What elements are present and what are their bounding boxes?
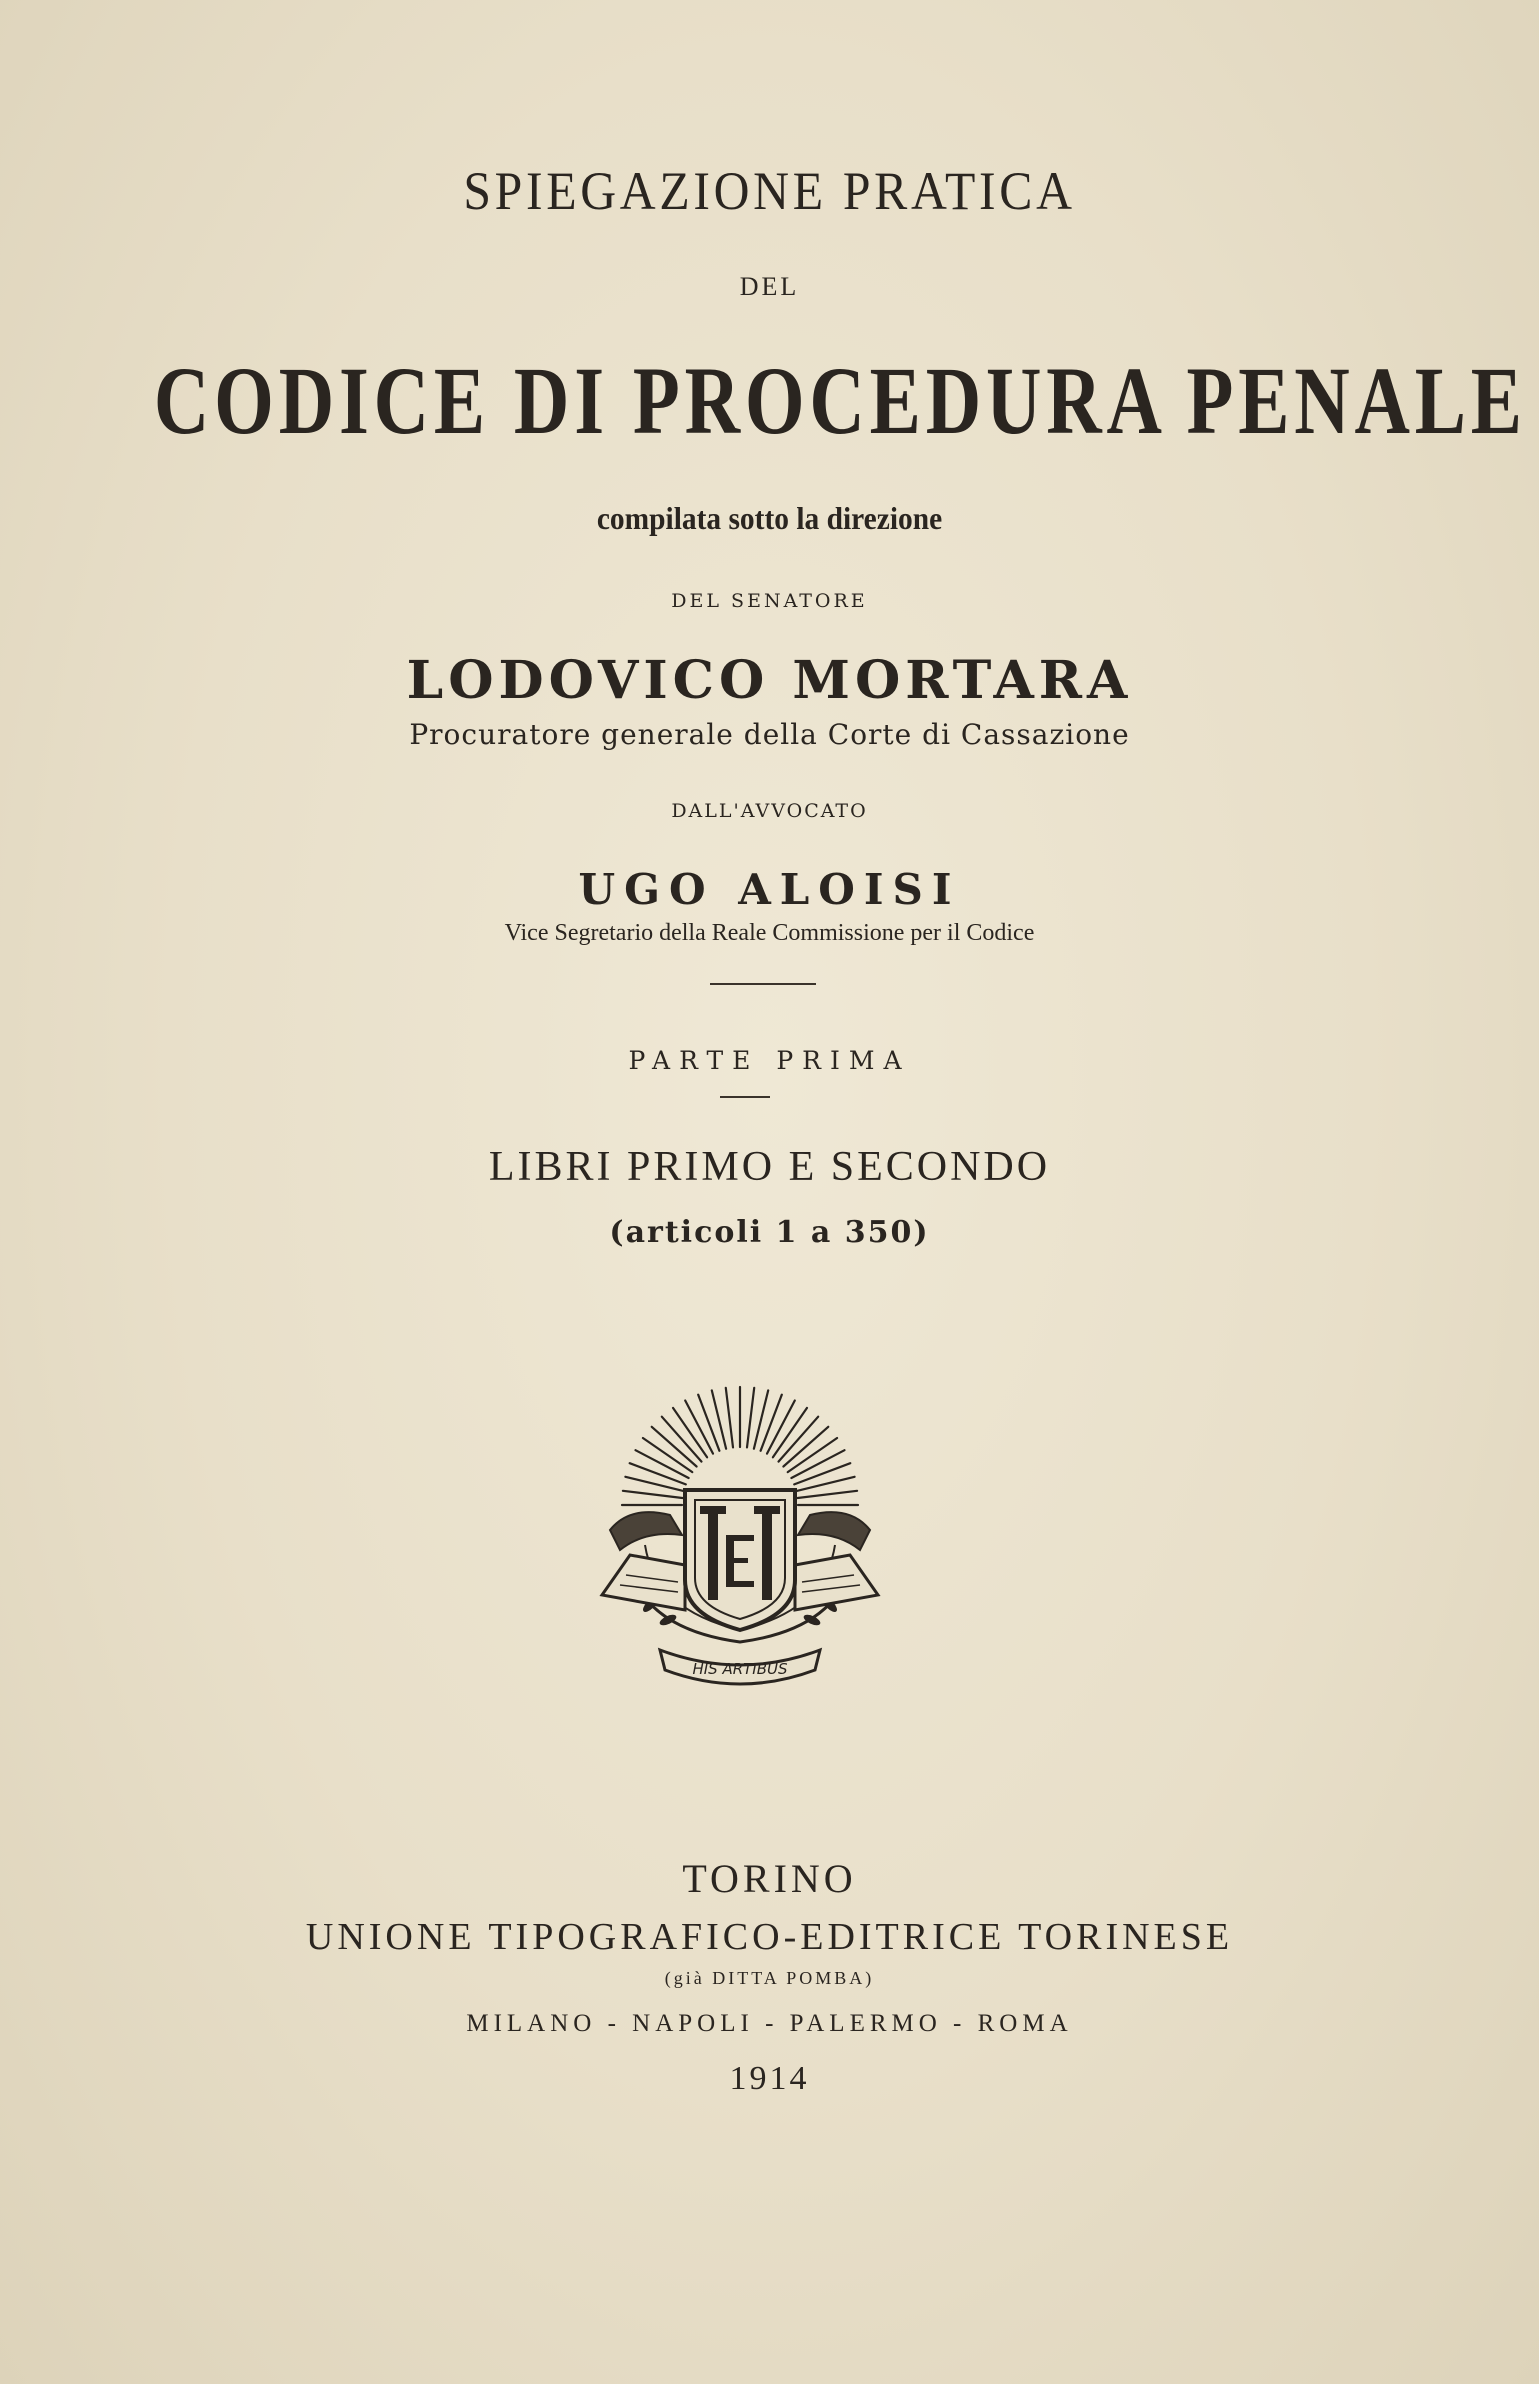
emblem-ray bbox=[623, 1491, 683, 1498]
separator-rule-short bbox=[720, 1096, 770, 1098]
emblem-motto: HIS ARTIBUS bbox=[692, 1660, 788, 1678]
part-label: PARTE PRIMA bbox=[628, 1046, 911, 1075]
emblem-ray bbox=[798, 1491, 858, 1498]
author-title: Vice Segretario della Reale Commissione per il Codice bbox=[504, 920, 1035, 946]
separator-rule bbox=[710, 983, 816, 985]
director-title: Procuratore generale della Corte di Cassazione bbox=[409, 718, 1130, 751]
emblem-ray bbox=[754, 1390, 768, 1448]
emblem-ray bbox=[796, 1477, 854, 1491]
emblem-ray bbox=[625, 1477, 683, 1491]
emblem-ray bbox=[712, 1390, 726, 1448]
author-name: UGO ALOISI bbox=[578, 865, 961, 914]
imprint-branch-cities: MILANO - NAPOLI - PALERMO - ROMA bbox=[466, 2010, 1073, 2037]
imprint-publisher: UNIONE TIPOGRAFICO-EDITRICE TORINESE bbox=[305, 1916, 1234, 1958]
emblem-ray bbox=[761, 1395, 782, 1451]
emblem-ray bbox=[794, 1463, 850, 1484]
imprint-year: 1914 bbox=[729, 2060, 810, 2097]
emblem-ray bbox=[630, 1463, 686, 1484]
articles-range: (articoli 1 a 350) bbox=[609, 1215, 930, 1250]
senator-label: DEL SENATORE bbox=[671, 590, 868, 612]
emblem-ray bbox=[726, 1388, 733, 1448]
director-name: LODOVICO MORTARA bbox=[406, 650, 1133, 711]
emblem-ray bbox=[698, 1395, 719, 1451]
imprint-formerly: (già DITTA POMBA) bbox=[664, 1968, 875, 1988]
title-connector: DEL bbox=[739, 272, 800, 301]
lawyer-label: DALL'AVVOCATO bbox=[671, 800, 868, 822]
books-label: LIBRI PRIMO E SECONDO bbox=[488, 1144, 1051, 1190]
main-title: CODICE DI PROCEDURA PENALE bbox=[153, 347, 1527, 454]
emblem-ray bbox=[747, 1388, 754, 1448]
imprint-city: TORINO bbox=[682, 1856, 857, 1901]
printer-emblem-icon bbox=[590, 1380, 890, 1700]
compiled-note: compilata sotto la direzione bbox=[596, 500, 943, 536]
title-line-1: SPIEGAZIONE PRATICA bbox=[463, 161, 1076, 221]
